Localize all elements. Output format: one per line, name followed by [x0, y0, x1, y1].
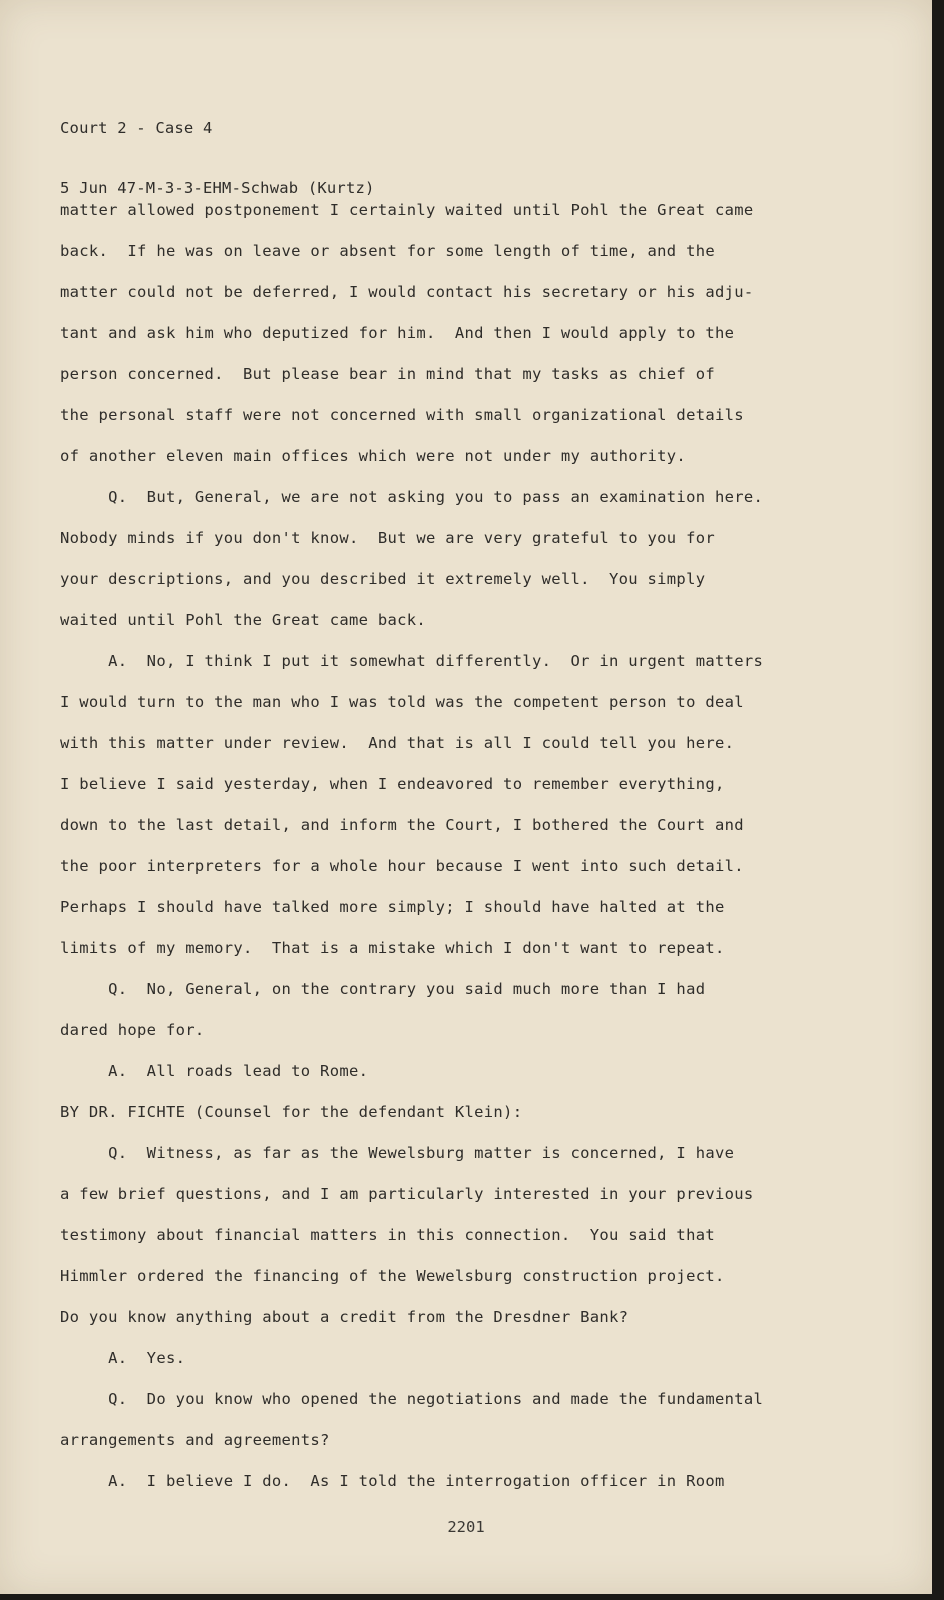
text-line: of another eleven main offices which were not under my authority. [60, 447, 687, 465]
text-line: A. I believe I do. As I told the interrogation officer in Room [60, 1472, 725, 1490]
text-line: Q. No, General, on the contrary you said much more than I had [60, 980, 706, 998]
page-number: 2201 [447, 1518, 485, 1536]
text-line: Q. Witness, as far as the Wewelsburg matter is concerned, I have [60, 1144, 735, 1162]
text-line: Q. But, General, we are not asking you to pass an examination here. [60, 488, 764, 506]
text-line: the poor interpreters for a whole hour because I went into such detail. [60, 857, 744, 875]
text-line: waited until Pohl the Great came back. [60, 611, 427, 629]
text-line: back. If he was on leave or absent for some length of time, and the [60, 242, 715, 260]
transcript-body [60, 196, 900, 1508]
text-line: Do you know anything about a credit from the Dresdner Bank? [60, 1308, 629, 1326]
text-line: Perhaps I should have talked more simply; I should have halted at the [60, 898, 725, 916]
text-line: with this matter under review. And that is all I could tell you here. [60, 734, 735, 752]
session-line: 5 Jun 47-M-3-3-EHM-Schwab (Kurtz) [60, 179, 375, 197]
text-line: Q. Do you know who opened the negotiations and made the fundamental [60, 1390, 764, 1408]
text-line: down to the last detail, and inform the Court, I bothered the Court and [60, 816, 744, 834]
text-line: tant and ask him who deputized for him. And then I would apply to the [60, 324, 735, 342]
text-line: I would turn to the man who I was told was the competent person to deal [60, 693, 744, 711]
text-line: Himmler ordered the financing of the Wewelsburg construction project. [60, 1267, 725, 1285]
text-line: BY DR. FICHTE (Counsel for the defendant Klein): [60, 1103, 523, 1121]
text-line: A. All roads lead to Rome. [60, 1062, 369, 1080]
text-line: arrangements and agreements? [60, 1431, 330, 1449]
text-line: dared hope for. [60, 1021, 205, 1039]
text-line: the personal staff were not concerned with small organizational details [60, 406, 744, 424]
text-line: matter could not be deferred, I would contact his secretary or his adju- [60, 283, 754, 301]
court-case-line: Court 2 - Case 4 [60, 119, 213, 137]
text-line: a few brief questions, and I am particularly interested in your previous [60, 1185, 754, 1203]
text-line: A. No, I think I put it somewhat differently. Or in urgent matters [60, 652, 764, 670]
text-line: A. Yes. [60, 1349, 186, 1367]
text-line: testimony about financial matters in this connection. You said that [60, 1226, 715, 1244]
text-line: matter allowed postponement I certainly waited until Pohl the Great came [60, 201, 754, 219]
text-line: I believe I said yesterday, when I endeavored to remember everything, [60, 775, 725, 793]
text-line: limits of my memory. That is a mistake which I don't want to repeat. [60, 939, 725, 957]
text-line: person concerned. But please bear in mind that my tasks as chief of [60, 365, 715, 383]
text-line: Nobody minds if you don't know. But we are very grateful to you for [60, 529, 715, 547]
text-line: your descriptions, and you described it extremely well. You simply [60, 570, 706, 588]
